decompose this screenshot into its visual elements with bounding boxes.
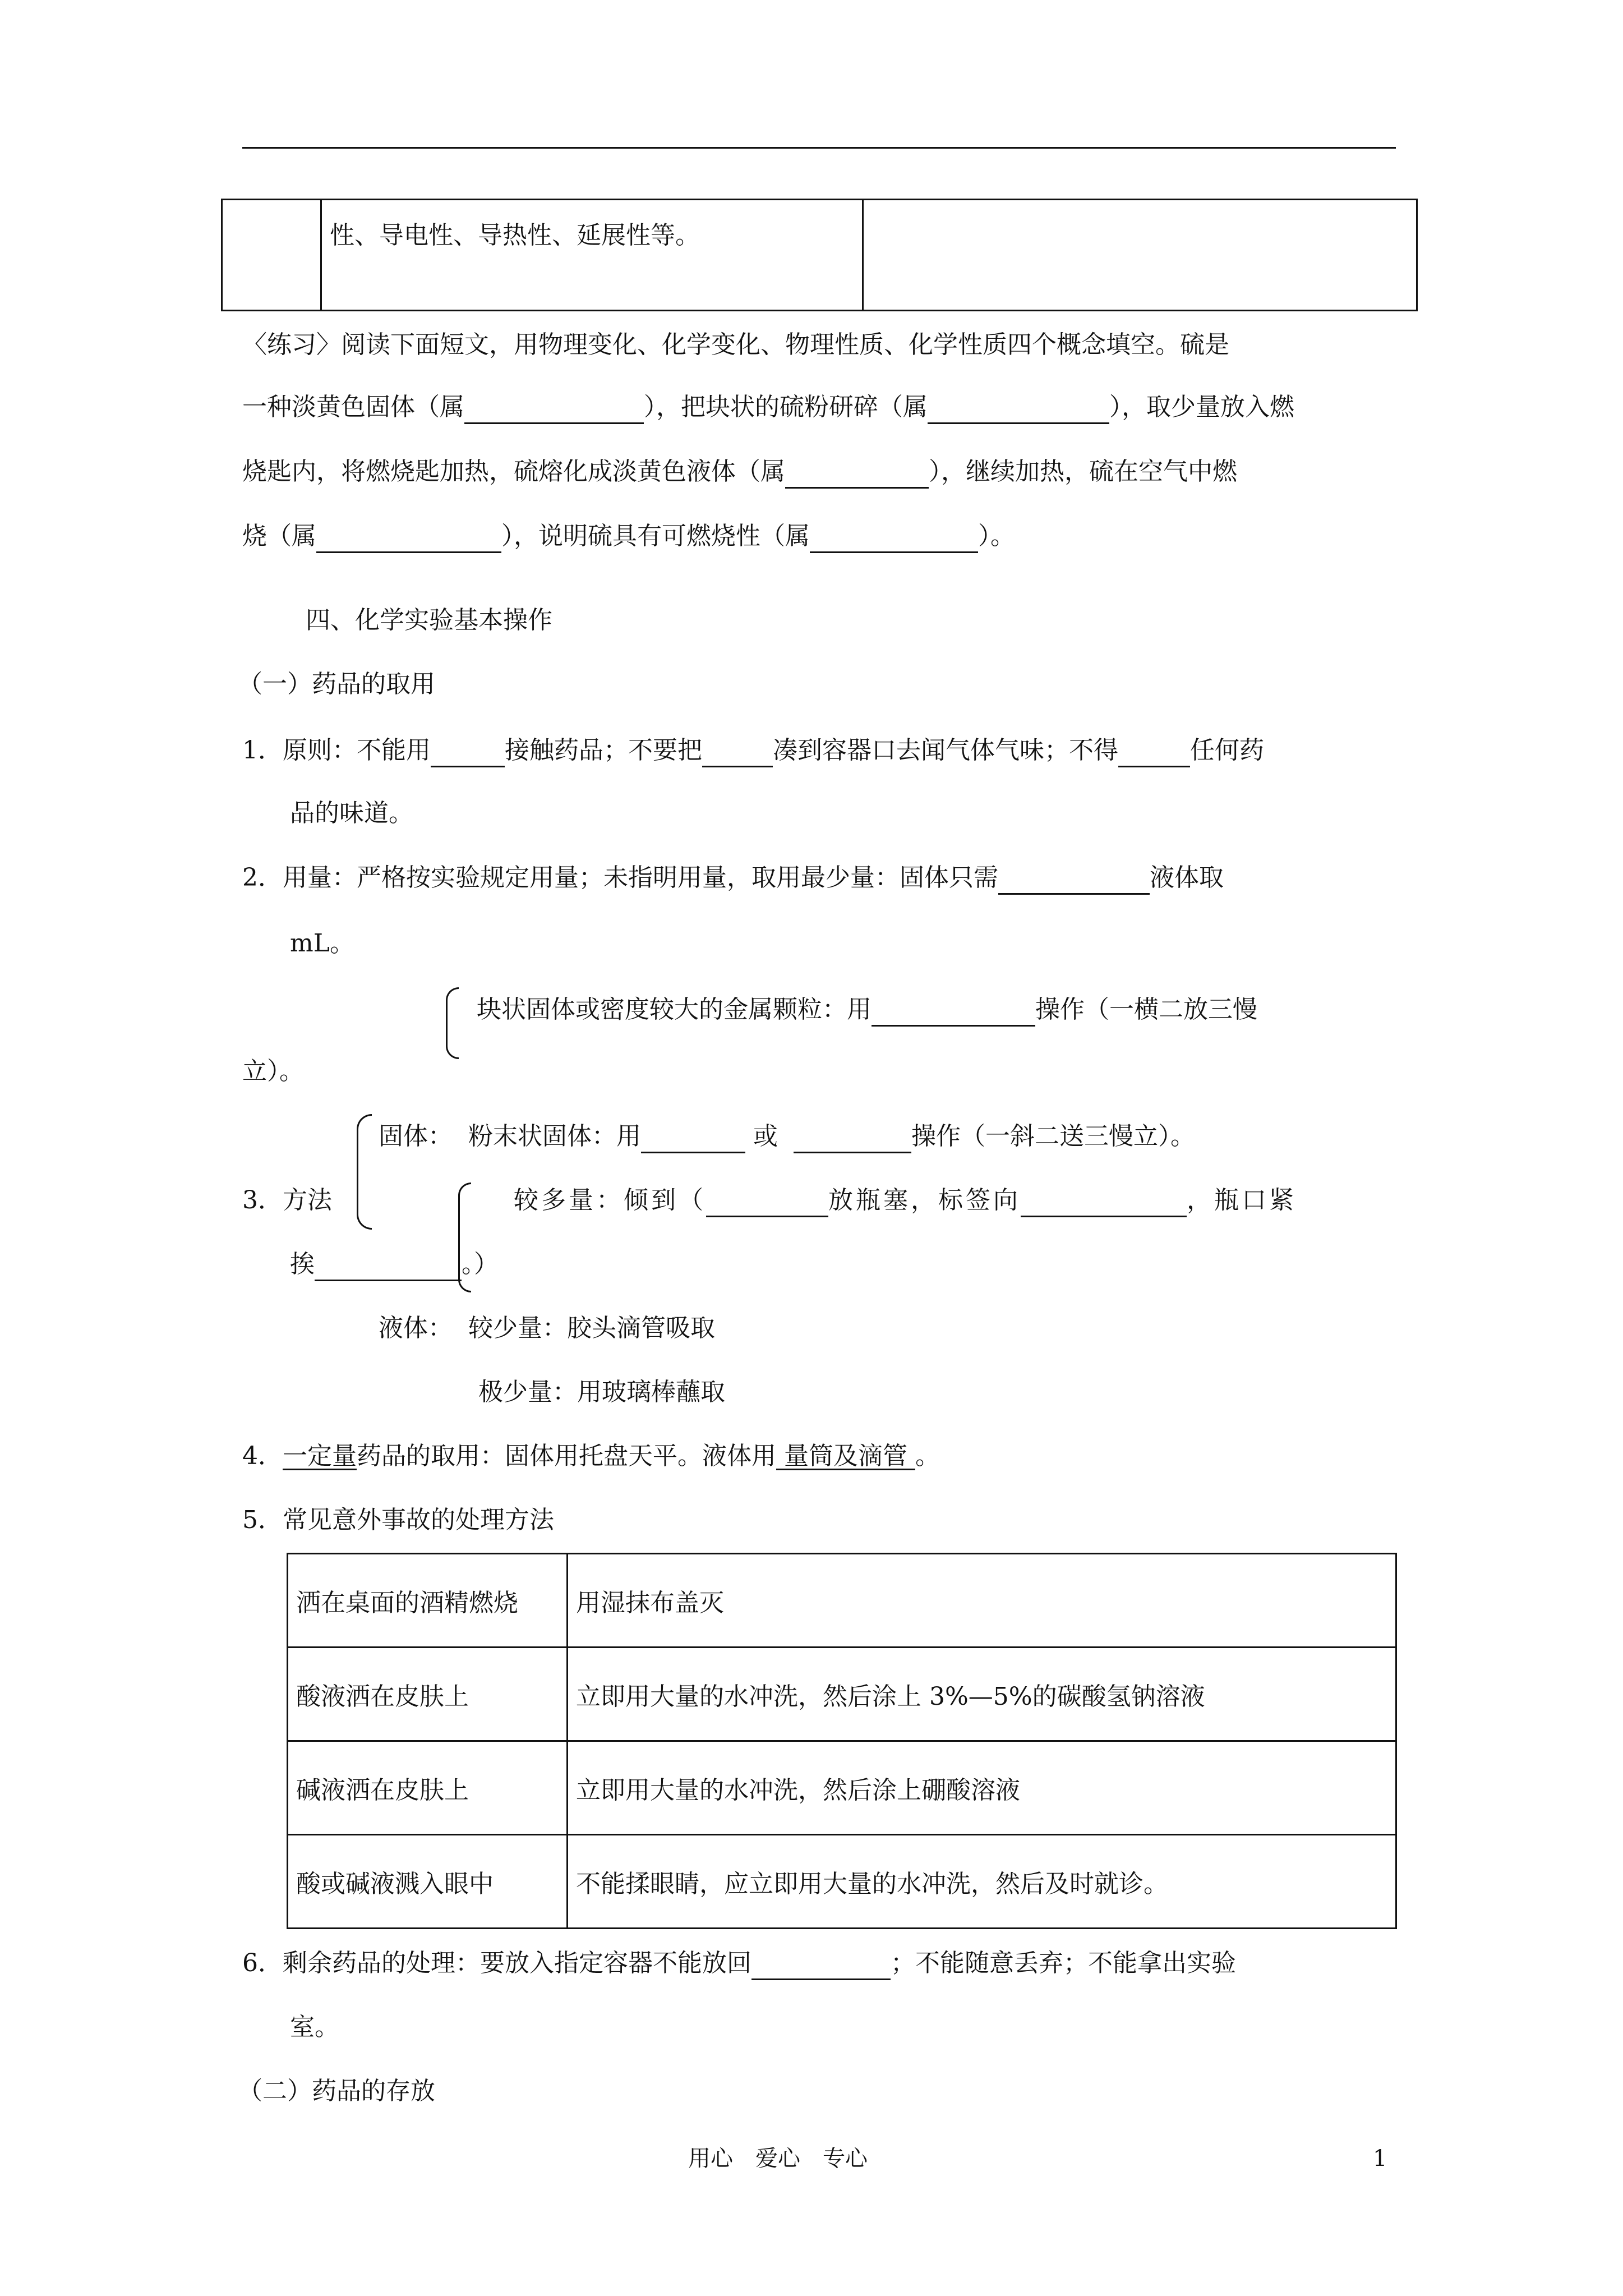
item-3-method-label: 3．方法 (242, 1186, 332, 1214)
footer-motto: 用心 爱心 专心 (688, 2146, 868, 2171)
exercise-line-2: 一种淡黄色固体（属 ），把块状的硫粉研碎（属 ），取少量放入燃 (242, 390, 1294, 424)
blank-16 (751, 1953, 891, 1980)
blank-10 (872, 999, 1035, 1027)
subsection-title-2: （二）药品的存放 (238, 2077, 435, 2105)
accident-remedy: 立即用大量的水冲洗，然后涂上 3%—5%的碳酸氢钠溶液 (568, 1648, 1396, 1741)
accident-remedy: 用湿抹布盖灭 (568, 1554, 1396, 1648)
item-6-line-1: 6．剩余药品的处理：要放入指定容器不能放回 ；不能随意丢弃；不能拿出实验 (242, 1947, 1236, 1980)
blank-5 (810, 526, 978, 553)
blank-13 (706, 1190, 828, 1217)
item-1-line-2: 品的味道。 (290, 799, 413, 827)
exercise-line-4: 烧（属 ），说明硫具有可燃烧性（属 ）。 (242, 519, 1015, 553)
blank-3 (785, 461, 929, 489)
accident-remedy: 立即用大量的水冲洗，然后涂上硼酸溶液 (568, 1741, 1396, 1835)
blank-1 (464, 397, 644, 424)
brace-block-solid (446, 987, 459, 1059)
subsection-title-1: （一）药品的取用 (238, 670, 435, 698)
item-6-line-2: 室。 (290, 2013, 339, 2041)
blank-2 (928, 397, 1109, 424)
blank-8 (1118, 740, 1190, 767)
blank-6 (431, 740, 505, 767)
section-title: 四、化学实验基本操作 (306, 606, 552, 634)
item-3-least-line: 极少量：用玻璃棒蘸取 (478, 1378, 725, 1406)
item-3-liquid-line: 液体： 较少量：胶头滴管吸取 (379, 1314, 715, 1342)
top-table-cell-2: 性、导电性、导热性、延展性等。 (321, 200, 863, 311)
blank-7 (702, 740, 773, 767)
accident-cell: 酸液洒在皮肤上 (288, 1648, 568, 1741)
blank-15 (315, 1254, 462, 1281)
item-3-more-cont: 挨 。） (290, 1248, 499, 1281)
accident-cell: 碱液洒在皮肤上 (288, 1741, 568, 1835)
item-2-line-2: mL。 (290, 929, 354, 958)
item-4-line: 4．一定量药品的取用：固体用托盘天平。液体用 量筒及滴管 。 (242, 1442, 940, 1470)
item-2-line-1: 2．用量：严格按实验规定用量；未指明用量，取用最少量：固体只需 液体取 (242, 861, 1224, 895)
blank-4 (316, 526, 501, 553)
exercise-line-3: 烧匙内，将燃烧匙加热，硫熔化成淡黄色液体（属 ），继续加热，硫在空气中燃 (242, 455, 1237, 489)
exercise-line-1: 〈练习〉阅读下面短文，用物理变化、化学变化、物理性质、化学性质四个概念填空。硫是 (242, 330, 1229, 359)
item-5-title: 5．常见意外事故的处理方法 (242, 1506, 554, 1534)
item-1-line-1: 1．原则：不能用 接触药品；不要把 凑到容器口去闻气体气味；不得 任何药 (242, 734, 1264, 767)
blank-11 (641, 1126, 745, 1153)
accident-table (287, 1553, 1397, 1929)
page-number: 1 (1373, 2146, 1387, 2171)
top-table (221, 199, 1418, 311)
blank-14 (1021, 1190, 1187, 1217)
accident-remedy: 不能揉眼睛，应立即用大量的水冲洗，然后及时就诊。 (568, 1835, 1396, 1929)
brace-method (357, 1114, 372, 1230)
item-3-block-line: 块状固体或密度较大的金属颗粒：用 操作（一横二放三慢 (477, 993, 1257, 1027)
item-3-block-cont: 立）。 (242, 1057, 304, 1085)
blank-12 (794, 1126, 911, 1153)
accident-cell: 酸或碱液溅入眼中 (288, 1835, 568, 1929)
header-rule (242, 147, 1396, 149)
top-table-cell-3 (863, 200, 1417, 311)
item-3-more-line: 较多量：倾到（ 放瓶塞，标签向 ，瓶口紧 (514, 1184, 1297, 1217)
blank-9 (998, 867, 1150, 895)
top-table-cell-1 (222, 200, 321, 311)
item-3-solid-line: 固体： 粉末状固体：用 或 操作（一斜二送三慢立）。 (379, 1120, 1195, 1153)
accident-cell: 洒在桌面的酒精燃烧 (288, 1554, 568, 1648)
